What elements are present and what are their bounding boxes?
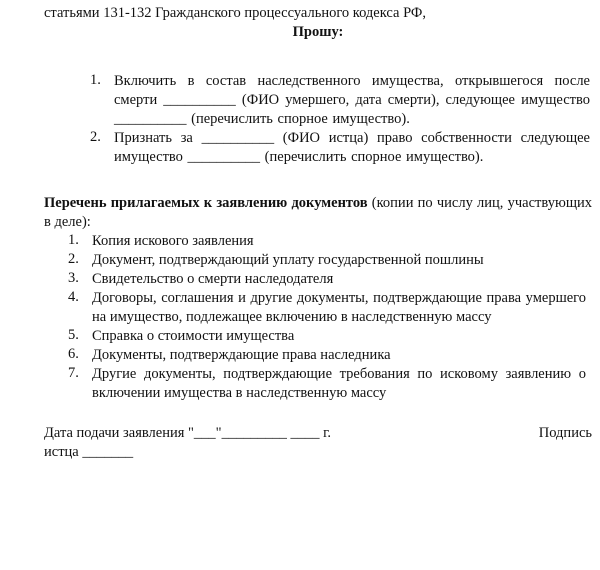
document-number: 6. <box>68 346 79 362</box>
request-text: Включить в состав наследственного имущества, открывшегося после смерти __________ (ФИО умершего, дата смерти), следующее имущество __________ (перечислить спорное имущество). <box>114 73 590 127</box>
document-item <box>44 327 592 346</box>
document-text: Документы, подтверждающие права наследника <box>92 347 391 363</box>
document-item <box>44 365 592 403</box>
document-text: Договоры, соглашения и другие документы, подтверждающие права умершего на имущество, подлежащее включению в наследственную массу <box>92 290 586 325</box>
document-number: 1. <box>68 232 79 248</box>
document-number: 3. <box>68 270 79 286</box>
document-text: Копия искового заявления <box>92 233 254 249</box>
filing-date-line: Дата подачи заявления "___"_________ ____ г. <box>44 425 332 441</box>
document-text: Другие документы, подтверждающие требования по исковому заявлению о включении имущества в наследственную массу <box>92 366 586 401</box>
plaintiff-signature-line: истца _______ <box>44 444 134 460</box>
request-item-1 <box>44 72 592 129</box>
document-item <box>44 251 592 270</box>
requests-list <box>44 72 592 167</box>
document-text: Свидетельство о смерти наследодателя <box>92 271 334 287</box>
documents-heading-bold: Перечень прилагаемых к заявлению документов <box>44 195 368 211</box>
documents-list <box>44 232 592 403</box>
document-text: Справка о стоимости имущества <box>92 328 295 344</box>
document-item <box>44 289 592 327</box>
request-number: 1. <box>90 72 101 88</box>
request-text: Признать за __________ (ФИО истца) право собственности следующее имущество __________ (перечислить спорное имущество). <box>114 130 590 165</box>
document-number: 4. <box>68 289 79 305</box>
footer <box>44 424 592 462</box>
document-text: Документ, подтверждающий уплату государственной пошлины <box>92 252 484 268</box>
signature-label: Подпись <box>538 425 592 441</box>
document-number: 7. <box>68 365 79 381</box>
document-number: 5. <box>68 327 79 343</box>
intro-line: статьями 131-132 Гражданского процессуального кодекса РФ, <box>44 5 426 21</box>
document-item <box>44 270 592 289</box>
document-item <box>44 232 592 251</box>
documents-heading-rest: (копии по числу лиц, участвующих в деле): <box>44 195 592 230</box>
document-number: 2. <box>68 251 79 267</box>
document-page <box>44 4 592 462</box>
document-item <box>44 346 592 365</box>
documents-heading <box>44 194 592 232</box>
request-heading: Прошу: <box>292 24 344 40</box>
request-item-2 <box>44 129 592 167</box>
request-number: 2. <box>90 129 101 145</box>
